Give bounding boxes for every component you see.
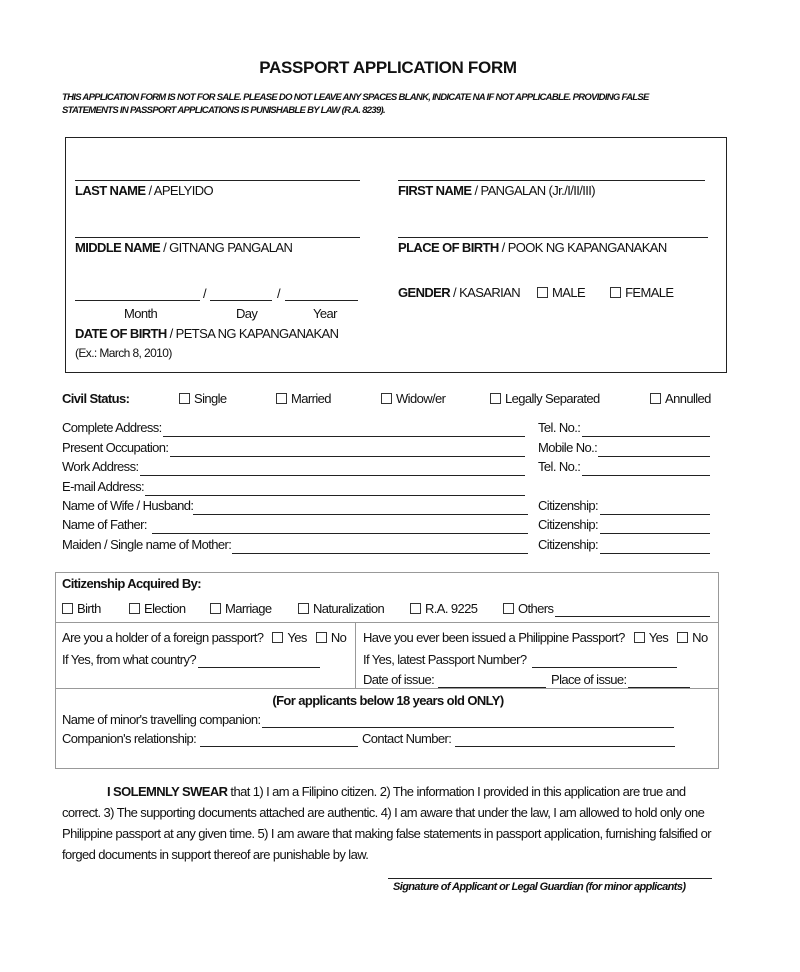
checkbox-icon[interactable] [677,632,688,643]
passport-number-field[interactable] [532,667,677,668]
foreign-country-label: If Yes, from what country? [62,652,196,667]
spouse-label: Name of Wife / Husband: [62,498,194,513]
spouse-citizenship-field[interactable] [600,514,710,515]
yes-label: Yes [287,630,307,645]
passport-number-label: If Yes, latest Passport Number? [363,652,527,667]
checkbox-icon[interactable] [410,603,421,614]
first-name-field[interactable] [398,180,705,181]
work-address-label: Work Address: [62,459,139,474]
no-label: No [330,630,347,645]
signature-field[interactable] [388,878,712,879]
others-field[interactable] [555,616,710,617]
occupation-field[interactable] [170,456,525,457]
relationship-field[interactable] [200,746,358,747]
yes-label: Yes [648,630,669,645]
first-name-tl: / PANGALAN (Jr./I/II/III) [471,183,596,198]
civil-legally-separated[interactable] [490,391,600,406]
cit-election[interactable] [129,601,185,616]
page-title: PASSPORT APPLICATION FORM [259,58,517,77]
foreign-no[interactable] [316,630,346,645]
spouse-citizenship-label: Citizenship: [538,498,598,513]
divider [55,622,719,623]
notice-line-1: THIS APPLICATION FORM IS NOT FOR SALE. PLEASE DO NOT LEAVE ANY SPACES BLANK, INDICATE NA IF NOT APPLICABLE. PROVIDING FALSE [62,92,649,103]
companion-label: Name of minor's travelling companion: [62,712,261,727]
gender-female[interactable] [610,285,673,300]
place-of-birth-label: PLACE OF BIRTH [398,240,499,255]
work-address-field[interactable] [140,475,525,476]
email-field[interactable] [145,495,525,496]
email-label: E-mail Address: [62,479,145,494]
oath-text: that 1) I am a Filipino citizen. 2) The information I provided in this application are true and correct. 3) The supporting documents attached are authentic. 4) I am aware that under the law, I am allowed to hold only one Philippine passport at any given time. 5) I am aware that making false statements in passport application, furnishing falsified or forged documents in support thereof are punishable by law. [62,784,711,862]
option-label: Married [291,391,331,406]
divider [55,688,719,689]
option-label: Marriage [225,601,272,616]
complete-address-label: Complete Address: [62,420,162,435]
checkbox-icon[interactable] [610,287,621,298]
oath-paragraph [62,781,722,865]
dob-tl: / PETSA NG KAPANGANAKAN [166,326,339,341]
first-name-label: FIRST NAME [398,183,472,198]
ph-passport-question: Have you ever been issued a Philippine Passport? [363,630,625,645]
cit-birth[interactable] [62,601,101,616]
checkbox-icon[interactable] [179,393,190,404]
divider [355,622,356,688]
mother-citizenship-field[interactable] [600,553,710,554]
last-name-label: LAST NAME [75,183,146,198]
gender-label: GENDER [398,285,451,300]
occupation-label: Present Occupation: [62,440,169,455]
ph-yes[interactable] [634,630,668,645]
date-of-issue-field[interactable] [438,687,546,688]
father-label: Name of Father: [62,517,147,532]
female-label: FEMALE [625,285,674,300]
signature-label: Signature of Applicant or Legal Guardian (for minor applicants) [393,881,686,893]
tel-field[interactable] [582,436,710,437]
middle-name-label: MIDDLE NAME [75,240,161,255]
option-label: Annulled [665,391,711,406]
civil-married[interactable] [276,391,331,406]
place-of-birth-field[interactable] [398,237,708,238]
option-label: Others [518,601,554,616]
dob-year-field[interactable] [285,300,358,301]
gender-tl: / KASARIAN [450,285,521,300]
dob-year-label: Year [313,306,337,321]
option-label: Election [144,601,186,616]
middle-name-tl: / GITNANG PANGALAN [160,240,293,255]
checkbox-icon[interactable] [634,632,645,643]
checkbox-icon[interactable] [129,603,140,614]
option-label: Birth [77,601,101,616]
no-label: No [692,630,708,645]
option-label: Legally Separated [505,391,600,406]
option-label: Single [194,391,227,406]
checkbox-icon[interactable] [316,632,327,643]
foreign-question: Are you a holder of a foreign passport? [62,630,264,645]
checkbox-icon[interactable] [650,393,661,404]
mother-field[interactable] [232,553,528,554]
checkbox-icon[interactable] [298,603,309,614]
dob-month-field[interactable] [75,300,200,301]
mother-citizenship-label: Citizenship: [538,537,598,552]
dob-month-label: Month [124,306,158,321]
civil-widower[interactable] [381,391,445,406]
slash: / [277,286,281,301]
last-name-field[interactable] [75,180,360,181]
complete-address-field[interactable] [163,436,525,437]
option-label: Widow/er [396,391,446,406]
mobile-field[interactable] [598,456,710,457]
civil-annulled[interactable] [650,391,711,406]
tel-label: Tel. No.: [538,420,581,435]
checkbox-icon[interactable] [503,603,514,614]
ph-no[interactable] [677,630,707,645]
place-of-issue-field[interactable] [628,687,690,688]
civil-single[interactable] [179,391,227,406]
oath-lead: I SOLEMNLY SWEAR [107,784,228,799]
date-of-issue-label: Date of issue: [363,672,435,687]
dob-label: DATE OF BIRTH [75,326,167,341]
cit-others[interactable] [503,601,553,616]
gender-male[interactable] [537,285,585,300]
checkbox-icon[interactable] [381,393,392,404]
slash: / [203,286,207,301]
work-tel-field[interactable] [582,475,710,476]
cit-ra9225[interactable] [410,601,477,616]
dob-day-field[interactable] [210,300,272,301]
citizenship-label: Citizenship Acquired By: [62,576,201,591]
contact-field[interactable] [455,746,675,747]
place-of-birth-tl: / POOK NG KAPANGANAKAN [498,240,667,255]
place-of-issue-label: Place of issue: [551,672,627,687]
dob-example: (Ex.: March 8, 2010) [75,346,172,360]
checkbox-icon[interactable] [210,603,221,614]
last-name-tl: / APELYIDO [145,183,214,198]
father-citizenship-label: Citizenship: [538,517,598,532]
checkbox-icon[interactable] [490,393,501,404]
contact-label: Contact Number: [362,731,452,746]
companion-field[interactable] [262,727,674,728]
cit-marriage[interactable] [210,601,272,616]
spouse-field[interactable] [193,514,528,515]
option-label: Naturalization [313,601,385,616]
cit-naturalization[interactable] [298,601,384,616]
foreign-yes[interactable] [272,630,306,645]
middle-name-field[interactable] [75,237,360,238]
relationship-label: Companion's relationship: [62,731,197,746]
mobile-label: Mobile No.: [538,440,598,455]
father-citizenship-field[interactable] [600,533,710,534]
minor-heading: (For applicants below 18 years old ONLY) [272,693,504,708]
checkbox-icon[interactable] [272,632,283,643]
mother-label: Maiden / Single name of Mother: [62,537,232,552]
civil-status-label: Civil Status: [62,391,130,406]
work-tel-label: Tel. No.: [538,459,581,474]
father-field[interactable] [152,533,528,534]
checkbox-icon[interactable] [537,287,548,298]
dob-day-label: Day [236,306,258,321]
notice-line-2: STATEMENTS IN PASSPORT APPLICATIONS IS PUNISHABLE BY LAW (R.A. 8239). [62,105,385,116]
male-label: MALE [552,285,586,300]
checkbox-icon[interactable] [276,393,287,404]
foreign-country-field[interactable] [198,667,320,668]
option-label: R.A. 9225 [425,601,478,616]
checkbox-icon[interactable] [62,603,73,614]
